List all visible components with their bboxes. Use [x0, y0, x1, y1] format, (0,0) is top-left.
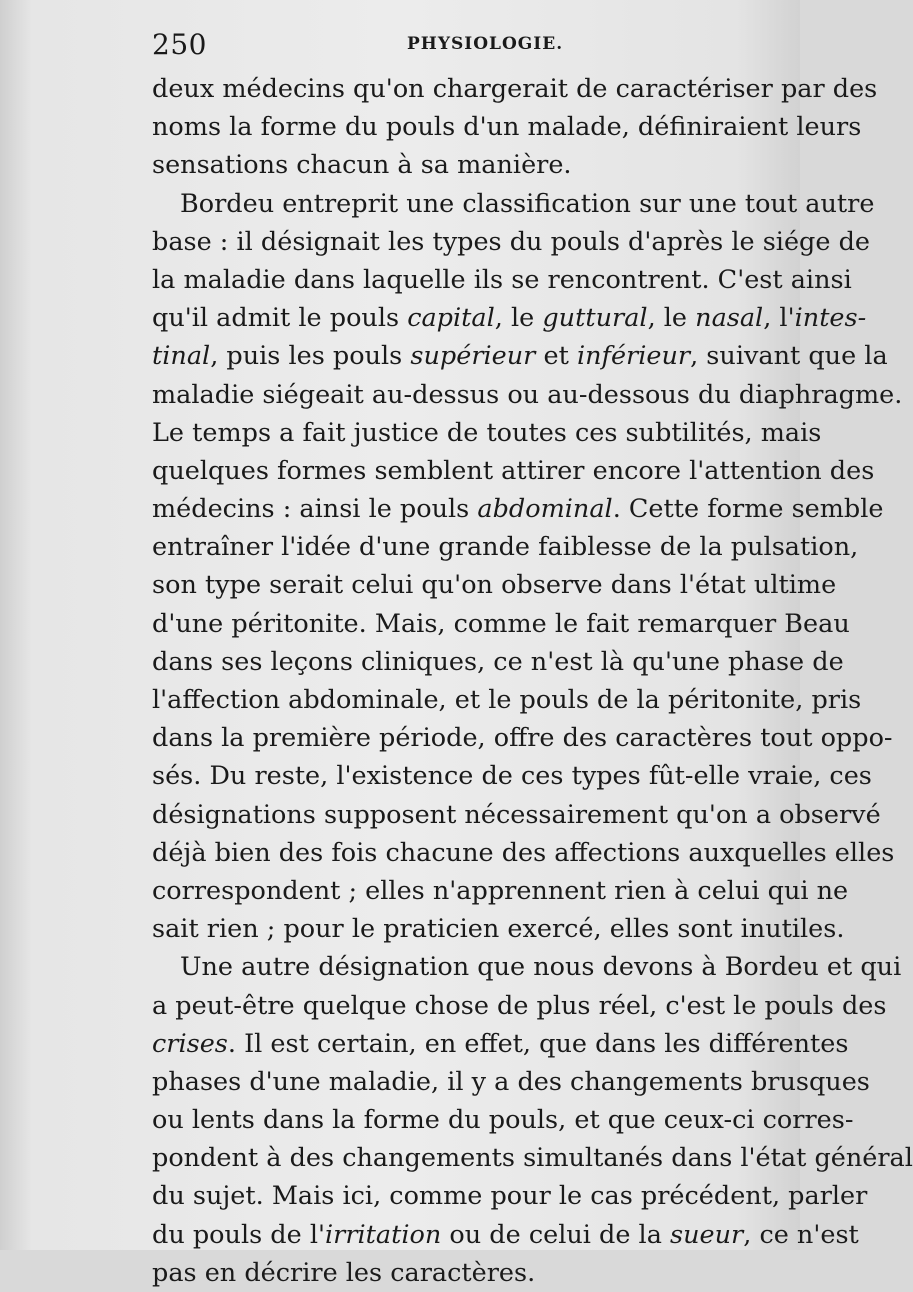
text-segment: l'affection abdominale, et le pouls de la péritonite, pris: [152, 685, 862, 715]
text-segment: sait rien ; pour le praticien exercé, elles sont inutiles.: [152, 914, 845, 945]
text-line: [152, 1139, 913, 1177]
text-segment: désignations supposent nécessairement qu'on a observé: [152, 799, 881, 830]
text-segment: supérieur: [410, 341, 536, 372]
text-line: [152, 681, 862, 719]
text-segment: , l': [763, 303, 795, 334]
text-segment: tinal: [152, 341, 211, 372]
text-segment: entraîner l'idée d'une grande faiblesse de la pulsation,: [152, 532, 859, 563]
running-head: [152, 28, 762, 64]
text-segment: Bordeu entreprit une classification sur une tout autre: [180, 188, 875, 219]
text-segment: inférieur: [576, 341, 691, 372]
text-segment: capital: [407, 303, 495, 334]
text-line: [152, 299, 867, 337]
text-line: [152, 987, 887, 1025]
text-line: [152, 414, 822, 452]
text-line: [152, 605, 850, 643]
text-line: [152, 185, 875, 223]
text-segment: d'une péritonite. Mais, comme le fait remarquer Beau: [152, 608, 850, 639]
text-line: [152, 1063, 870, 1101]
text-line: [152, 796, 881, 834]
text-segment: quelques formes semblent attirer encore l'attention des: [152, 455, 875, 486]
text-line: [152, 1177, 868, 1215]
text-segment: dans ses leçons cliniques, ce n'est là qu'une phase de: [152, 646, 844, 677]
text-line: [152, 757, 872, 795]
text-segment: pas en décrire les caractères.: [152, 1257, 536, 1288]
text-segment: noms la forme du pouls d'un malade, définiraient leurs: [152, 112, 862, 143]
text-segment: du sujet. Mais ici, comme pour le cas précédent, parler: [152, 1181, 868, 1212]
text-line: [152, 1025, 849, 1063]
text-segment: a peut-être quelque chose de plus réel, c'est le pouls des: [152, 990, 887, 1021]
text-segment: , suivant que la: [690, 341, 888, 372]
text-line: [152, 566, 837, 604]
text-segment: et: [535, 341, 577, 372]
text-line: [152, 108, 862, 146]
text-segment: correspondent ; elles n'apprennent rien à celui qui ne: [152, 875, 849, 906]
text-line: [152, 719, 893, 757]
text-segment: , le: [494, 303, 543, 334]
text-line: [152, 261, 852, 299]
text-segment: sueur: [670, 1219, 744, 1250]
text-line: [152, 1254, 764, 1292]
text-line: [152, 490, 884, 528]
body-text: [152, 70, 913, 1292]
text-segment: Une autre désignation que nous devons à Bordeu et qui: [180, 952, 902, 983]
text-line: [152, 910, 845, 948]
text-segment: médecins : ainsi le pouls: [152, 494, 478, 525]
text-segment: Le temps a fait justice de toutes ces subtilités, mais: [152, 417, 822, 448]
text-segment: , le: [647, 303, 696, 334]
text-segment: irritation: [324, 1219, 442, 1250]
text-segment: pondent à des changements simultanés dans l'état général: [152, 1143, 913, 1174]
text-line: [152, 834, 895, 872]
text-segment: son type serait celui qu'on observe dans l'état ultime: [152, 570, 837, 601]
text-line: [152, 948, 902, 986]
text-segment: abdominal: [477, 494, 613, 525]
text-line: [152, 528, 859, 566]
text-segment: ou de celui de la: [441, 1219, 671, 1250]
text-segment: la maladie dans laquelle ils se rencontrent. C'est ainsi: [152, 264, 852, 295]
text-line: [152, 452, 875, 490]
text-line: [152, 223, 870, 261]
text-line: [152, 337, 888, 375]
text-line: [152, 1216, 859, 1254]
text-segment: dans la première période, offre des caractères tout oppo-: [152, 723, 893, 754]
text-segment: sensations chacun à sa manière.: [152, 150, 572, 181]
text-line: [152, 376, 903, 414]
text-segment: ou lents dans la forme du pouls, et que ceux-ci corres-: [152, 1105, 854, 1136]
text-segment: guttural: [542, 303, 648, 334]
text-segment: maladie siégeait au-dessus ou au-dessous du diaphragme.: [152, 379, 903, 410]
text-segment: , ce n'est: [743, 1219, 859, 1250]
text-segment: . Cette forme semble: [612, 494, 884, 525]
text-segment: déjà bien des fois chacune des affections auxquelles elles: [152, 837, 895, 868]
text-segment: deux médecins qu'on chargerait de caractériser par des: [152, 74, 878, 104]
text-segment: crises: [152, 1028, 228, 1059]
text-line: [152, 146, 764, 184]
text-line: [152, 1101, 854, 1139]
text-segment: sés. Du reste, l'existence de ces types fût-elle vraie, ces: [152, 761, 872, 792]
text-segment: nasal: [695, 303, 764, 334]
text-line: [152, 70, 878, 108]
text-segment: base : il désignait les types du pouls d'après le siége de: [152, 226, 870, 257]
text-segment: du pouls de l': [152, 1219, 325, 1250]
text-segment: . Il est certain, en effet, que dans les différentes: [227, 1028, 849, 1059]
text-line: [152, 643, 844, 681]
text-segment: qu'il admit le pouls: [152, 303, 408, 334]
page-header-title: PHYSIOLOGIE.: [407, 34, 564, 54]
text-segment: intes-: [794, 303, 867, 334]
page-number: 250: [152, 28, 207, 61]
text-segment: phases d'une maladie, il y a des changements brusques: [152, 1066, 870, 1097]
text-line: [152, 872, 849, 910]
text-segment: , puis les pouls: [210, 341, 411, 372]
